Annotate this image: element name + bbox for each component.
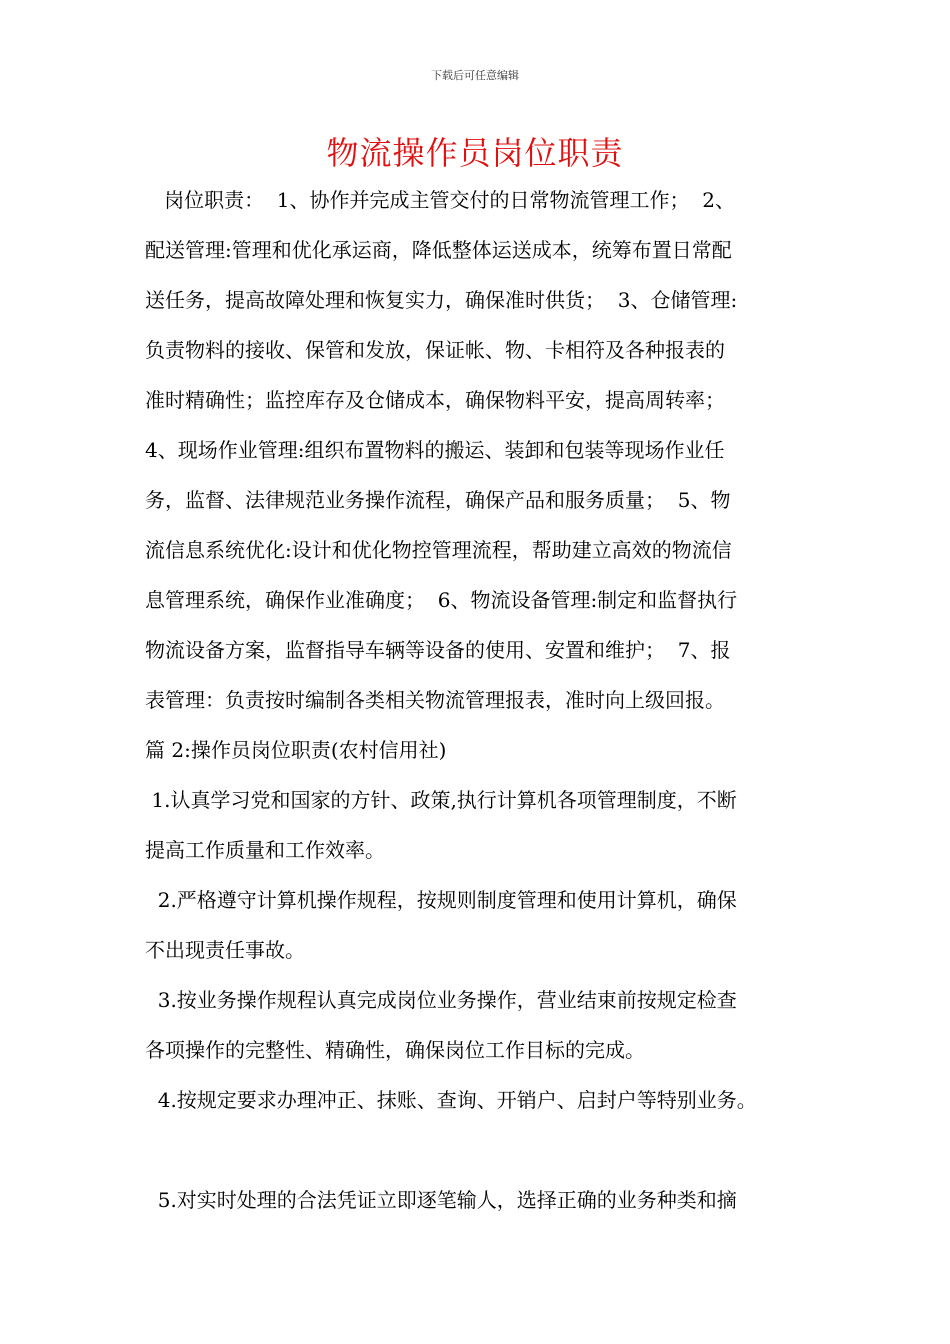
text-line: 物流设备方案，监督指导车辆等设备的使用、安置和维护； 7、报: [145, 638, 731, 662]
text-line: 不出现责任事故。: [145, 938, 305, 962]
text-line: 表管理：负责按时编制各类相关物流管理报表，准时向上级回报。: [145, 688, 725, 712]
text-line: 3.按业务操作规程认真完成岗位业务操作，营业结束前按规定检查: [145, 988, 737, 1012]
text-line: 4.按规定要求办理冲正、抹账、查询、开销户、启封户等特别业务。: [145, 1088, 757, 1112]
text-line: 负责物料的接收、保管和发放，保证帐、物、卡相符及各种报表的: [145, 338, 725, 362]
text-line: 务，监督、法律规范业务操作流程，确保产品和服务质量； 5、物: [145, 488, 731, 512]
text-line: 配送管理:管理和优化承运商，降低整体运送成本，统筹布置日常配: [145, 238, 732, 262]
document-body: [145, 182, 810, 1232]
text-line: 5.对实时处理的合法凭证立即逐笔输人，选择正确的业务种类和摘: [145, 1188, 737, 1212]
text-line: 各项操作的完整性、精确性，确保岗位工作目标的完成。: [145, 1038, 645, 1062]
header-note: 下载后可任意编辑: [431, 69, 519, 82]
text-line: 流信息系统优化:设计和优化物控管理流程，帮助建立高效的物流信: [145, 538, 732, 562]
text-line: 息管理系统，确保作业准确度； 6、物流设备管理:制定和监督执行: [145, 588, 738, 612]
section-heading: 篇 2:操作员岗位职责(农村信用社): [145, 738, 447, 762]
document-title: 物流操作员岗位职责: [326, 134, 624, 172]
text-line: 提高工作质量和工作效率。: [145, 838, 385, 862]
blank-line: [145, 1132, 810, 1182]
text-line: 1.认真学习党和国家的方针、政策,执行计算机各项管理制度，不断: [145, 788, 737, 812]
text-line: 送任务，提高故障处理和恢复实力，确保准时供货； 3、仓储管理:: [145, 288, 738, 312]
text-line: 4、现场作业管理:组织布置物料的搬运、装卸和包装等现场作业任: [145, 438, 725, 462]
text-line: 2.严格遵守计算机操作规程，按规则制度管理和使用计算机，确保: [145, 888, 737, 912]
text-line: 准时精确性；监控库存及仓储成本，确保物料平安，提高周转率；: [145, 388, 725, 412]
text-line: 岗位职责： 1、协作并完成主管交付的日常物流管理工作； 2、: [145, 188, 735, 212]
